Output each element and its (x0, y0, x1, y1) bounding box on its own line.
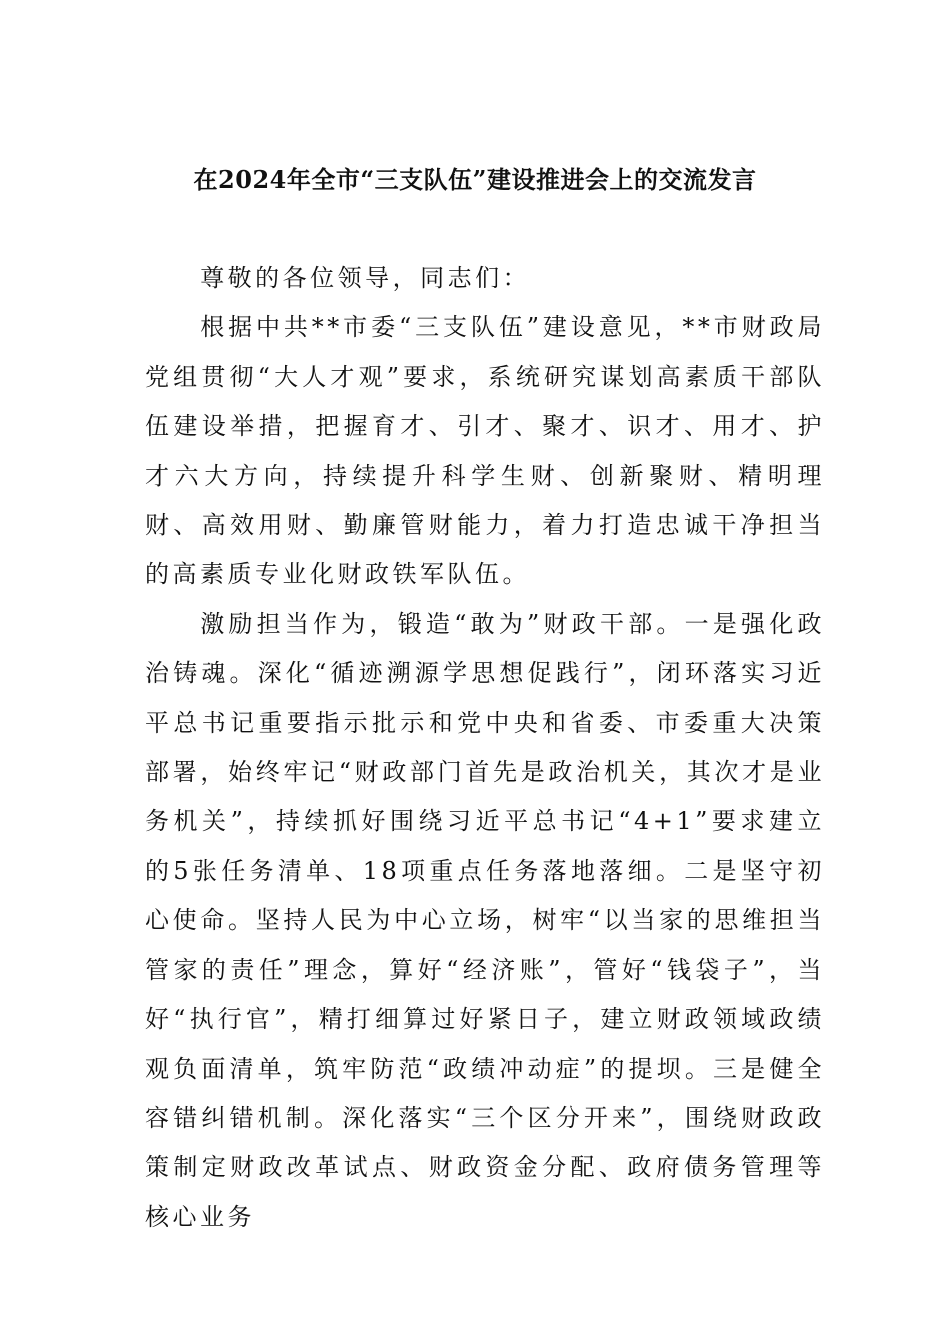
document-body (145, 254, 825, 1242)
intro-paragraph: 根据中共**市委“三支队伍”建设意见，**市财政局党组贯彻“大人才观”要求，系统研究谋划高素质干部队伍建设举措，把握育才、引才、聚才、识才、用才、护才六大方向，持续提升科学生财、创新聚财、精明理财、高效用财、勤廉管财能力，着力打造忠诚干净担当的高素质专业化财政铁军队伍。 (145, 313, 825, 589)
document-title: 在2024年全市“三支队伍”建设推进会上的交流发言 (193, 165, 757, 194)
salutation-paragraph: 尊敬的各位领导，同志们： (200, 264, 531, 292)
body-paragraph: 激励担当作为，锻造“敢为”财政干部。一是强化政治铸魂。深化“循迹溯源学思想促践行”，闭环落实习近平总书记重要指示批示和党中央和省委、市委重大决策部署，始终牢记“财政部门首先是政治机关，其次才是业务机关”，持续抓好围绕习近平总书记“4+1”要求建立的5张任务清单、18项重点任务落地落细。二是坚守初心使命。坚持人民为中心立场，树牢“以当家的思维担当管家的责任”理念，算好“经济账”，管好“钱袋子”，当好“执行官”，精打细算过好紧日子，建立财政领域政绩观负面清单，筑牢防范“政绩冲动症”的提坝。三是健全容错纠错机制。深化落实“三个区分开来”，围绕财政政策制定财政改革试点、财政资金分配、政府债务管理等核心业务 (145, 609, 825, 1231)
